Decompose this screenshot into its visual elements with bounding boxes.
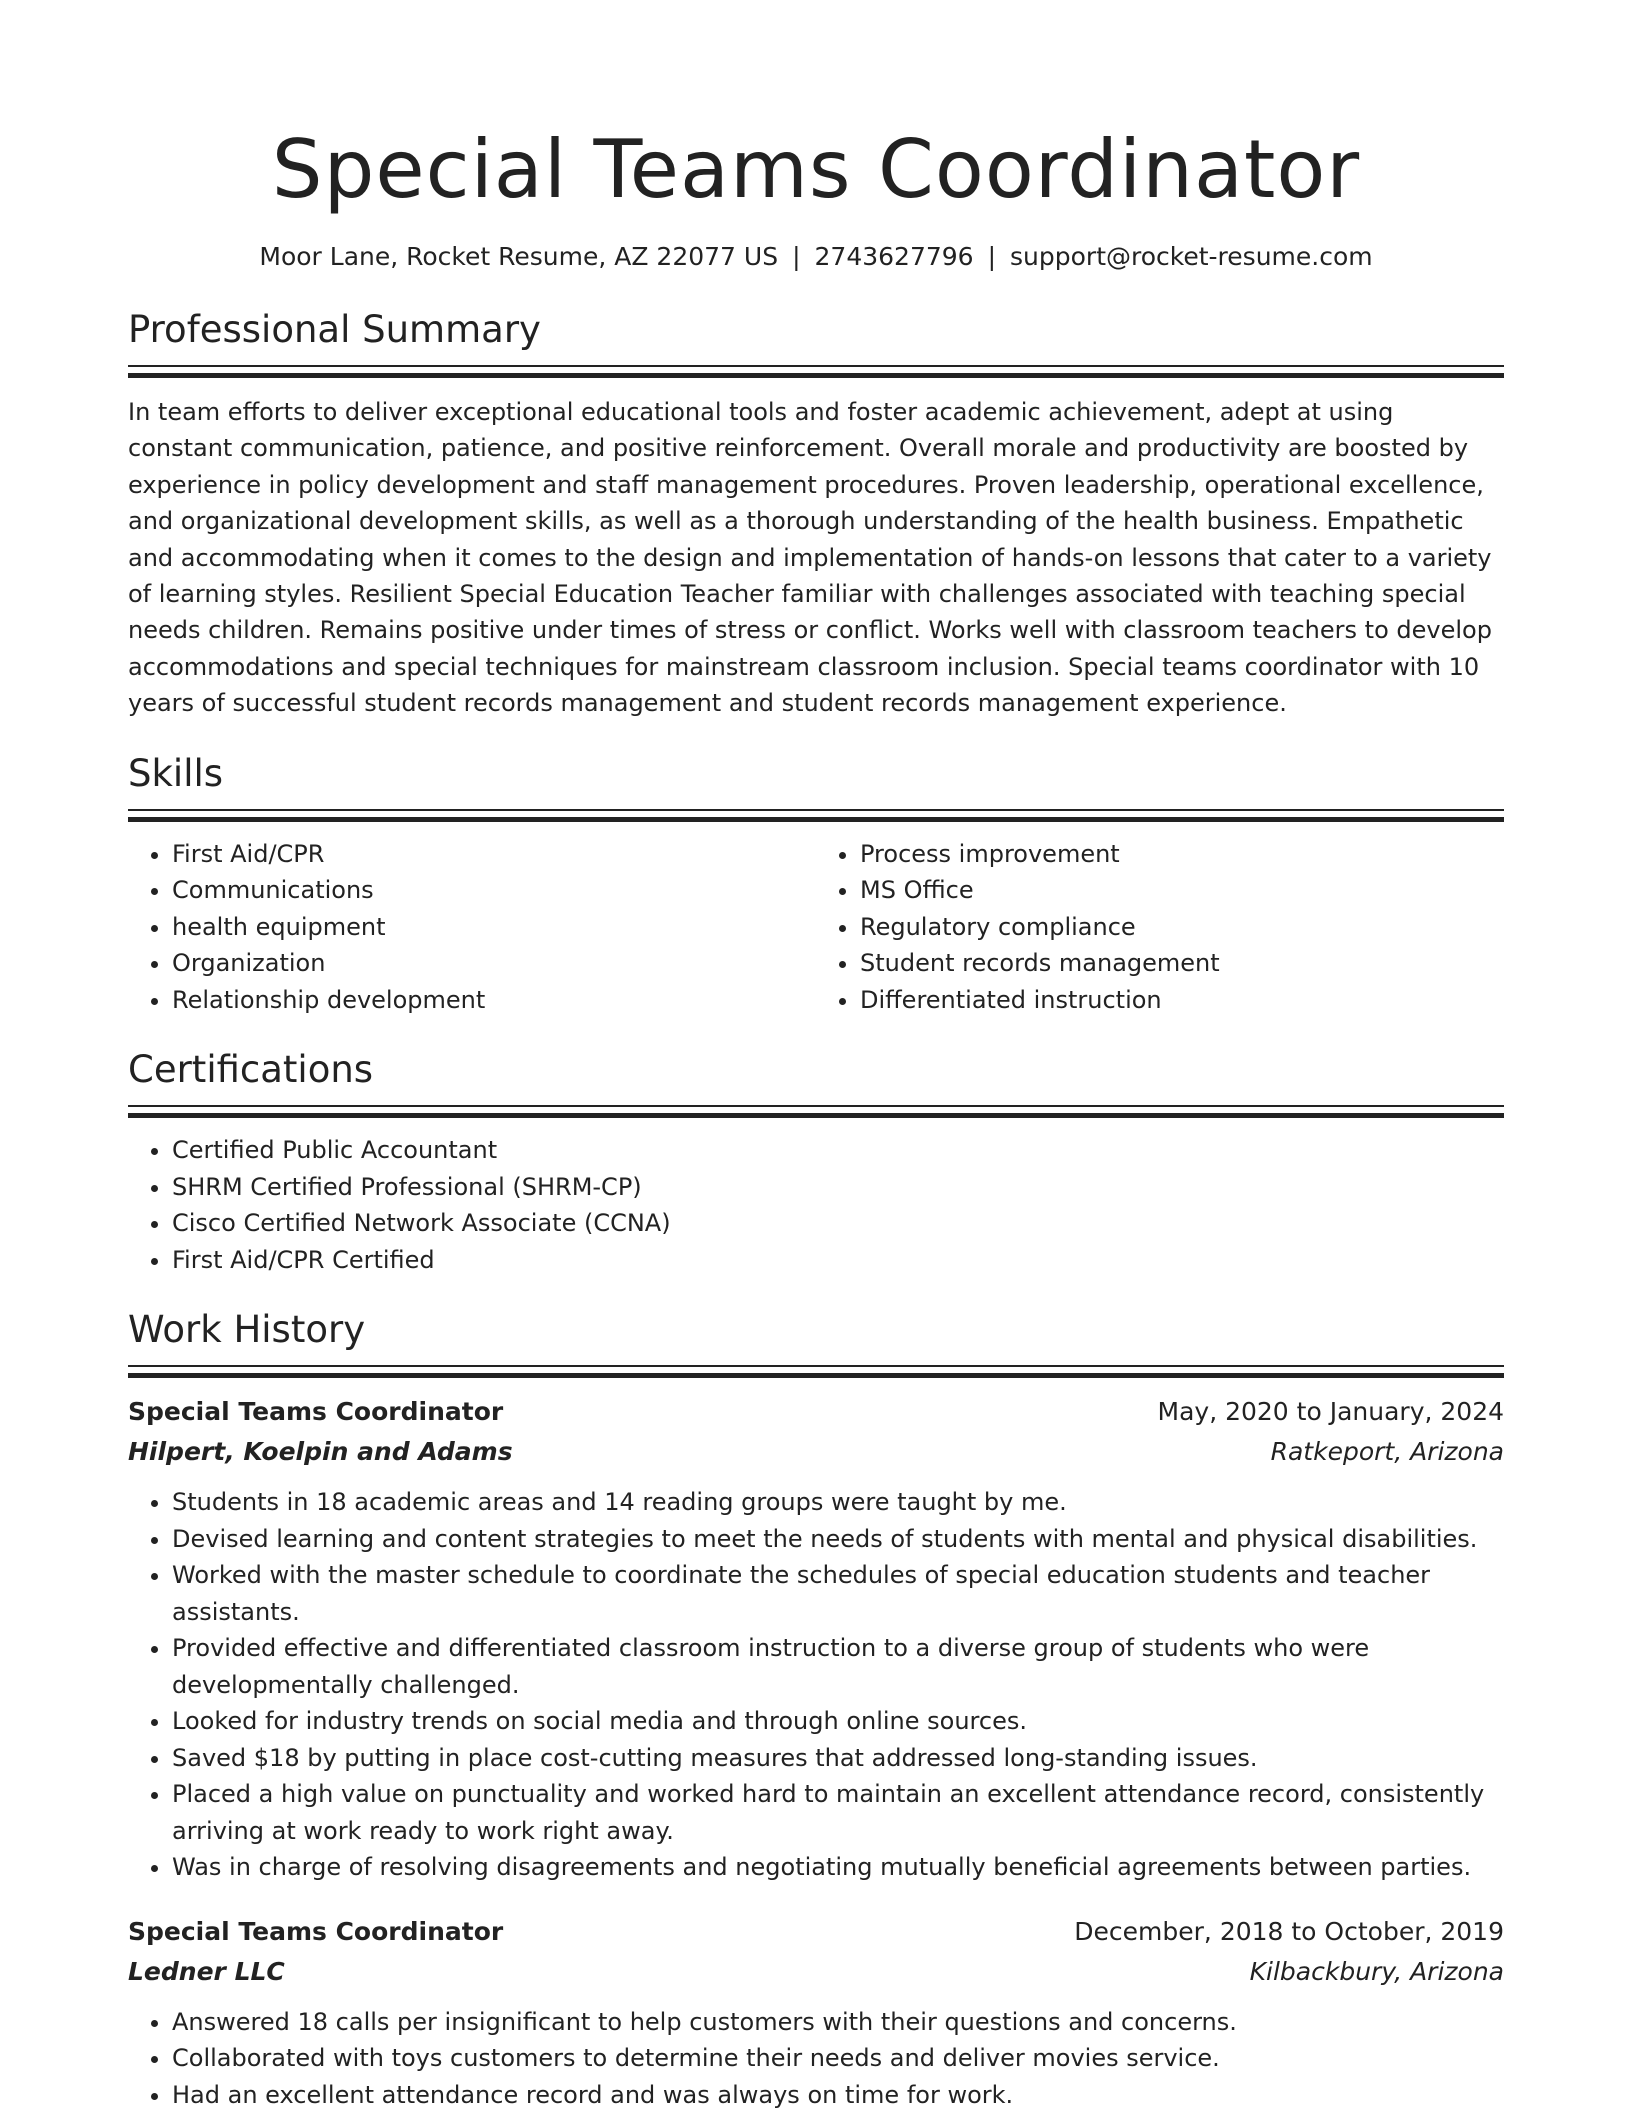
certification-item: • SHRM Certified Professional (SHRM-CP) xyxy=(172,1169,1504,1206)
skills-heading: Skills xyxy=(128,751,224,795)
job-title: Special Teams Coordinator xyxy=(128,1916,504,1946)
work-heading: Work History xyxy=(128,1308,366,1352)
skill-item: • Relationship development xyxy=(172,982,816,1019)
job-subheader xyxy=(128,1952,1504,1992)
skills-columns xyxy=(128,836,1504,1019)
work-section xyxy=(128,1307,1504,2113)
skill-item: • Process improvement xyxy=(860,836,1504,873)
contact-separator: | xyxy=(792,242,801,271)
job-subheader xyxy=(128,1432,1504,1472)
skill-item: • First Aid/CPR xyxy=(172,836,816,873)
job-bullet: • Looked for industry trends on social media and through online sources. xyxy=(172,1703,1504,1740)
job-bullet: • Answered 18 calls per insignificant to help customers with their questions and concerns. xyxy=(172,2004,1504,2041)
certification-item: • First Aid/CPR Certified xyxy=(172,1242,1504,1279)
job-bullets xyxy=(128,2004,1504,2113)
skills-list-left xyxy=(128,836,816,1019)
certification-item: • Certified Public Accountant xyxy=(172,1132,1504,1169)
skill-item: • Regulatory compliance xyxy=(860,909,1504,946)
job-bullet: • Was in charge of resolving disagreements and negotiating mutually beneficial agreements between parties. xyxy=(172,1849,1504,1886)
candidate-name: Special Teams Coordinator xyxy=(271,123,1361,216)
section-rule-thick xyxy=(128,817,1504,822)
section-rule xyxy=(128,365,1504,367)
resume-page xyxy=(128,0,1504,2113)
contact-line xyxy=(128,240,1504,274)
job-bullet: • Had an excellent attendance record and was always on time for work. xyxy=(172,2077,1504,2113)
job-header xyxy=(128,1912,1504,1952)
certifications-list xyxy=(128,1132,1504,1278)
skill-item: • health equipment xyxy=(172,909,816,946)
skill-item: • MS Office xyxy=(860,872,1504,909)
job-entry xyxy=(128,1912,1504,2113)
job-header xyxy=(128,1392,1504,1432)
certifications-heading: Certifications xyxy=(128,1048,374,1092)
section-rule-thick xyxy=(128,373,1504,378)
summary-section xyxy=(128,307,1504,722)
section-rule-thick xyxy=(128,1113,1504,1118)
job-company: Hilpert, Koelpin and Adams xyxy=(128,1437,513,1467)
job-dates: December, 2018 to October, 2019 xyxy=(1074,1916,1504,1946)
section-rule xyxy=(128,1105,1504,1107)
skills-list-right xyxy=(816,836,1504,1019)
section-rule xyxy=(128,809,1504,811)
job-bullet: • Devised learning and content strategies to meet the needs of students with mental and physical disabilities. xyxy=(172,1521,1504,1558)
summary-heading: Professional Summary xyxy=(128,308,541,351)
summary-text: In team efforts to deliver exceptional educational tools and foster academic achievement, adept at using constant communication, patience, and positive reinforcement. Overall morale and productivity are boosted by experience in policy development and staff management procedures. Proven leadership, operational excellence, and organizational development skills, as well as a thorough understanding of the health business. Empathetic and accommodating when it comes to the design and implementation of hands-on lessons that cater to a variety of learning styles. Resilient Special Education Teacher familiar with challenges associated with teaching special needs children. Remains positive under times of stress or conflict. Works well with classroom teachers to develop accommodations and special techniques for mainstream classroom inclusion. Special teams coordinator with 10 years of successful student records management and student records management experience. xyxy=(128,398,1492,718)
skills-section xyxy=(128,751,1504,1019)
skill-item: • Communications xyxy=(172,872,816,909)
job-bullet: • Collaborated with toys customers to determine their needs and deliver movies service. xyxy=(172,2040,1504,2077)
skill-item: • Differentiated instruction xyxy=(860,982,1504,1019)
section-rule-thick xyxy=(128,1373,1504,1378)
job-title: Special Teams Coordinator xyxy=(128,1397,504,1427)
certifications-section xyxy=(128,1047,1504,1278)
section-rule xyxy=(128,1365,1504,1367)
skill-item: • Organization xyxy=(172,945,816,982)
job-bullet: • Saved $18 by putting in place cost-cutting measures that addressed long-standing issues. xyxy=(172,1740,1504,1777)
contact-phone: 2743627796 xyxy=(814,242,974,271)
certification-item: • Cisco Certified Network Associate (CCNA) xyxy=(172,1205,1504,1242)
job-bullet: • Provided effective and differentiated classroom instruction to a diverse group of students who were developmentally challenged. xyxy=(172,1630,1504,1703)
contact-email: support@rocket-resume.com xyxy=(1010,242,1373,271)
skill-item: • Student records management xyxy=(860,945,1504,982)
job-bullets xyxy=(128,1484,1504,1886)
contact-address: Moor Lane, Rocket Resume, AZ 22077 US xyxy=(259,242,779,271)
job-bullet: • Placed a high value on punctuality and worked hard to maintain an excellent attendance record, consistently arriving at work ready to work right away. xyxy=(172,1776,1504,1849)
job-location: Ratkeport, Arizona xyxy=(1270,1437,1504,1467)
job-bullet: • Worked with the master schedule to coordinate the schedules of special education students and teacher assistants. xyxy=(172,1557,1504,1630)
contact-separator: | xyxy=(987,242,997,271)
job-entry xyxy=(128,1392,1504,1886)
job-dates: May, 2020 to January, 2024 xyxy=(1157,1397,1504,1427)
job-location: Kilbackbury, Arizona xyxy=(1249,1956,1504,1986)
job-bullet: • Students in 18 academic areas and 14 reading groups were taught by me. xyxy=(172,1484,1504,1521)
job-company: Ledner LLC xyxy=(128,1956,285,1986)
